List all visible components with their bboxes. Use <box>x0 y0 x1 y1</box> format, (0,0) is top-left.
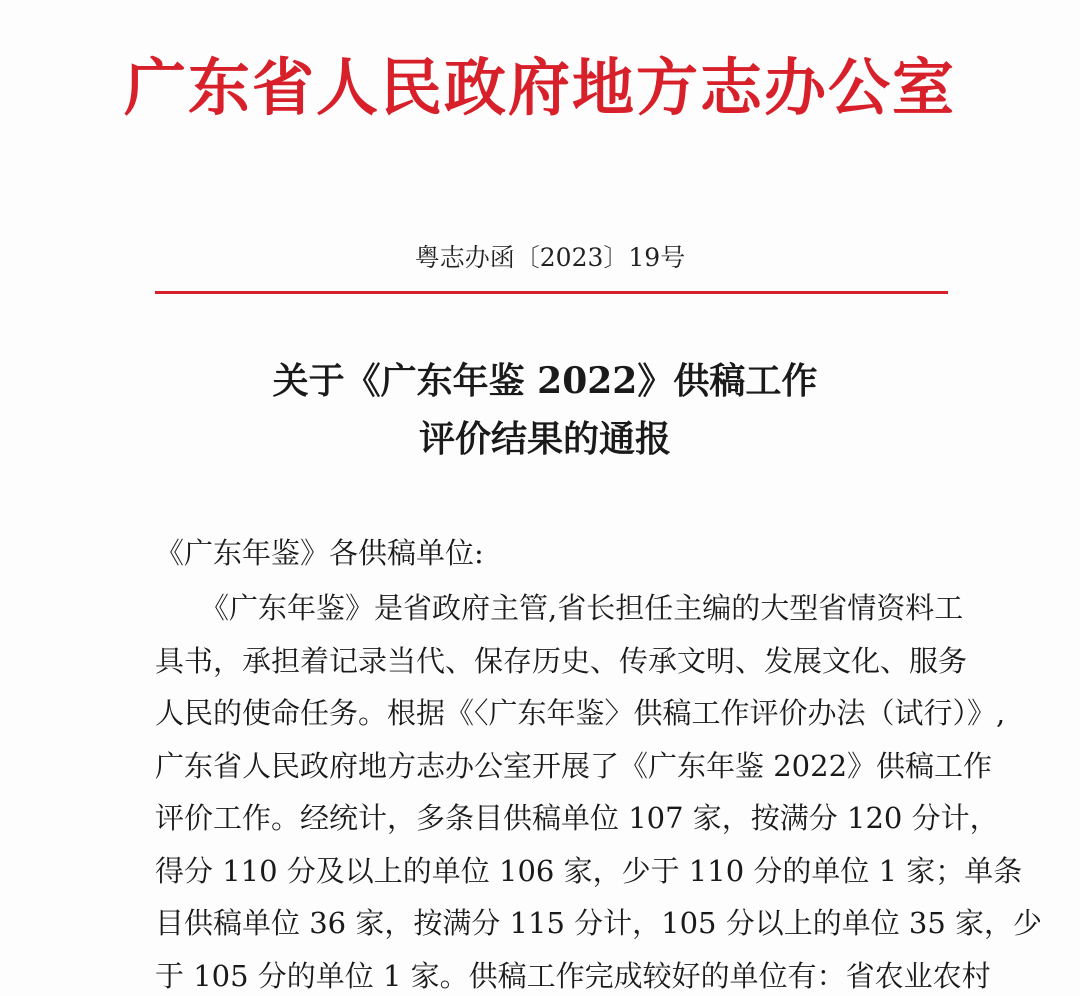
document-title-line-1: 关于《广东年鉴 2022》供稿工作 <box>272 360 818 402</box>
body-line: 《广东年鉴》是省政府主管,省长担任主编的大型省情资料工 <box>200 591 964 625</box>
body-line: 人民的使命任务。根据《〈广东年鉴〉供稿工作评价办法（试行）》, <box>155 696 1006 730</box>
salutation: 《广东年鉴》各供稿单位: <box>155 536 484 570</box>
body-line: 具书，承担着记录当代、保存历史、传承文明、发展文化、服务 <box>155 643 968 678</box>
body-line: 广东省人民政府地方志办公室开展了《广东年鉴 2022》供稿工作 <box>155 748 993 783</box>
document-number: 粤志办函〔2023〕19号 <box>414 243 686 272</box>
body-line: 得分 110 分及以上的单位 106 家，少于 110 分的单位 1 家；单条 <box>155 853 1023 888</box>
red-divider <box>155 291 948 294</box>
body-line: 目供稿单位 36 家，按满分 115 分计，105 分以上的单位 35 家，少 <box>155 906 1043 940</box>
body-line: 评价工作。经统计，多条目供稿单位 107 家，按满分 120 分计， <box>155 801 999 835</box>
document-title-line-2: 评价结果的通报 <box>418 418 671 460</box>
issuing-organization-header: 广东省人民政府地方志办公室 <box>123 51 956 124</box>
body-line: 于 105 分的单位 1 家。供稿工作完成较好的单位有：省农业农村 <box>155 958 991 993</box>
